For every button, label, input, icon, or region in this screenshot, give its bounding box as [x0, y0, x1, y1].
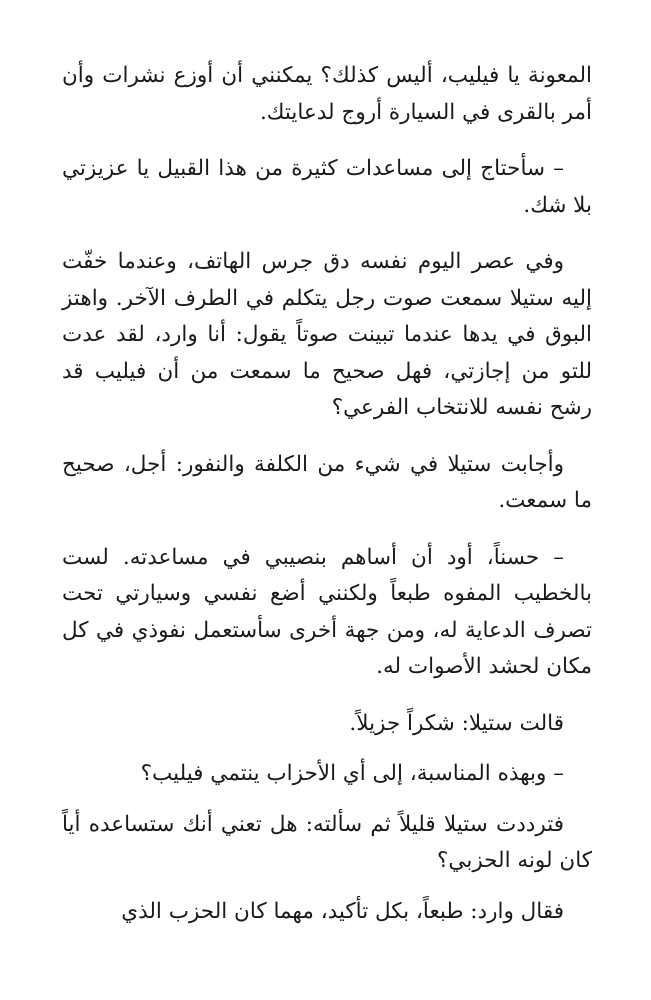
paragraph-9-text: فقال وارد: طبعاً، بكل تأكيد، مهما كان الحزب الذي: [121, 898, 564, 924]
paragraph-8-text: فترددت ستيلا قليلاً ثم سألته: هل تعني أنك ستساعده أياً كان لونه الحزبي؟: [62, 811, 592, 873]
paragraph-1-text: المعونة يا فيليب، أليس كذلك؟ يمكنني أن أوزع نشرات وأن أمر بالقرى في السيارة أروج لدعايتك.: [62, 63, 592, 125]
paragraph-6-text: قالت ستيلا: شكراً جزيلاً.: [349, 710, 564, 736]
paragraph-4-text: وأجابت ستيلا في شيء من الكلفة والنفور: أجل، صحيح ما سمعت.: [62, 451, 592, 513]
paragraph-2: [62, 151, 592, 224]
book-page: [62, 58, 592, 950]
paragraph-6: [62, 706, 592, 743]
paragraph-5-text: – حسناً، أود أن أساهم بنصيبي في مساعدته. لست بالخطيب المفوه طبعاً ولكنني أضع نفسي وسيارتي تحت تصرف الدعاية له، ومن جهة أخرى سأستعمل نفوذي في كل مكان لحشد الأصوات له.: [62, 544, 592, 679]
paragraph-1: [62, 58, 592, 131]
paragraph-7: [62, 756, 592, 793]
paragraph-2-text: – سأحتاج إلى مساعدات كثيرة من هذا القبيل يا عزيزتي بلا شك.: [62, 156, 592, 218]
paragraph-3-text: وفي عصر اليوم نفسه دق جرس الهاتف، وعندما خفّت إليه ستيلا سمعت صوت رجل يتكلم في الطرف الآخر. واهتز البوق في يدها عندما تبينت صوتاً يقول: أنا وارد، لقد عدت للتو من إجازتي، فهل صحيح ما سمعت من أن فيليب قد رشح نفسه للانتخاب الفرعي؟: [62, 249, 592, 420]
paragraph-7-text: – وبهذه المناسبة، إلى أي الأحزاب ينتمي فيليب؟: [140, 761, 564, 786]
paragraph-9: [62, 894, 592, 931]
paragraph-8: [62, 807, 592, 880]
paragraph-4: [62, 447, 592, 520]
paragraph-3: [62, 244, 592, 427]
paragraph-5: [62, 540, 592, 686]
